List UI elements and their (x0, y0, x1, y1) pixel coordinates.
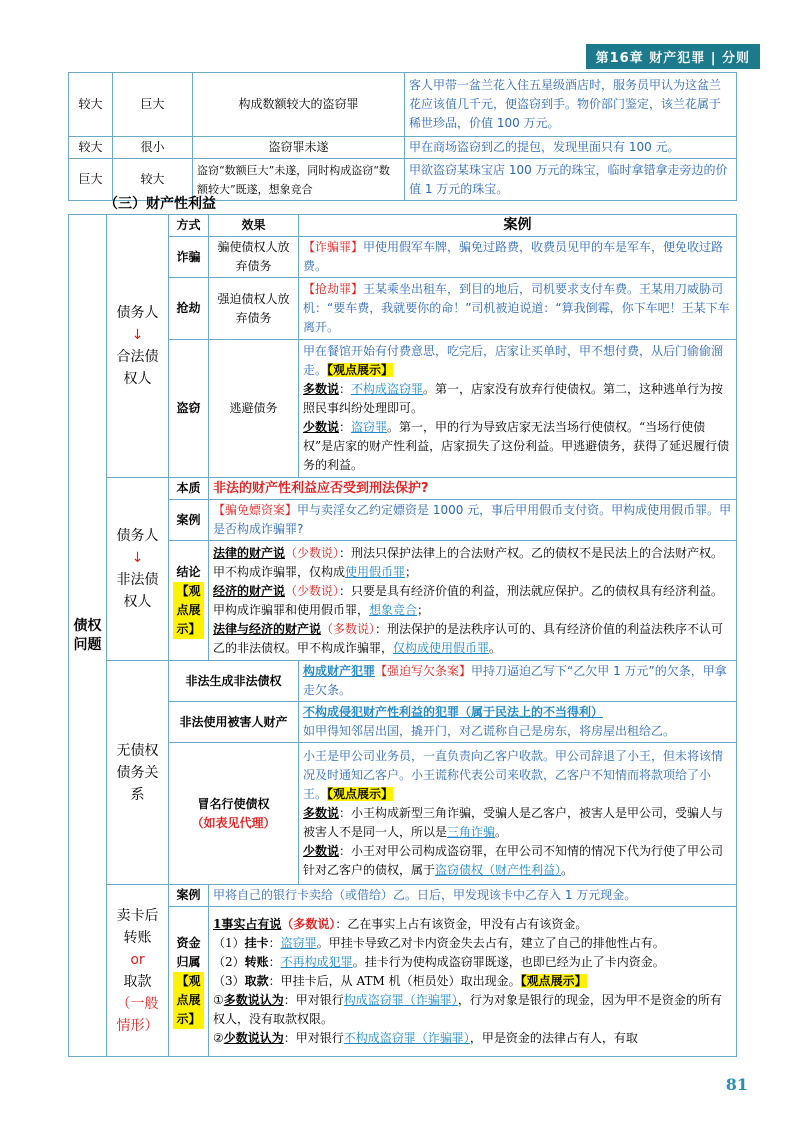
col-case: 案例 (299, 215, 737, 237)
effect-robbery: 强迫债权人放弃债务 (209, 278, 299, 340)
method-theft: 盗窃 (169, 340, 209, 478)
create-label: 非法生成非法债权 (169, 661, 299, 702)
use-label: 非法使用被害人财产 (169, 702, 299, 743)
essence-text: 非法的财产性利益应否受到刑法保护? (209, 478, 737, 500)
table-row (69, 73, 737, 137)
impersonate-label: 冒名行使债权 （如表见代理） (169, 743, 299, 885)
conclusion-label: 结论 【观点展示】 (169, 541, 209, 661)
section-title: （三）财产性利益 (104, 196, 216, 212)
cell: 甲欲盗窃某珠宝店 100 万元的珠宝，临时拿错拿走旁边的价值 1 万元的珠宝。 (405, 159, 737, 201)
cell: 甲在商场盗窃到乙的提包，发现里面只有 100 元。 (405, 137, 737, 159)
amount-table (68, 72, 737, 201)
case-label: 案例 (169, 500, 209, 541)
effect-fraud: 骗使债权人放弃债务 (209, 237, 299, 278)
card-case-text: 甲将自己的银行卡卖给（或借给）乙。日后，甲发现该卡中乙存入 1 万元现金。 (209, 885, 737, 907)
method-fraud: 诈骗 (169, 237, 209, 278)
table-row (69, 885, 737, 907)
table-row (69, 743, 737, 885)
table-row (69, 907, 737, 1057)
col-effect: 效果 (209, 215, 299, 237)
impersonate-text: 小王是甲公司业务员，一直负责向乙客户收款。甲公司辞退了小王，但未将该情况及时通知乙客户。小王谎称代表公司来收款，乙客户不知情而将款项给了小王。【观点展示】 多数说：小王构成新型三角诈骗，受骗人是乙客户，被害人是甲公司，受骗人与被害人不是同一人，所以是三角诈骗。 少数说：小王对甲公司构成盗窃罪，在甲公司不知情的情况下代为行使了甲公司针对乙客户的债权，属于盗窃债权（财产性利益）。 (299, 743, 737, 885)
debtor-illegal-label: 债务人 ↓ 非法债权人 (107, 478, 169, 661)
creditor-table (68, 214, 737, 1057)
table-row (69, 500, 737, 541)
cell: 构成数额较大的盗窃罪 (193, 73, 405, 137)
cell: 较大 (113, 159, 193, 201)
table-header-row (69, 215, 737, 237)
table-row (69, 661, 737, 702)
cell: 盗窃“数额巨大”未遂，同时构成盗窃“数额较大”既遂，想象竞合 (193, 159, 405, 201)
cell: 客人甲带一盆兰花入住五星级酒店时，服务员甲认为这盆兰花应该值几千元，便盗窃到手。物价部门鉴定，该兰花属于稀世珍品，价值 100 万元。 (405, 73, 737, 137)
table-row (69, 137, 737, 159)
cell: 很小 (113, 137, 193, 159)
table-row (69, 478, 737, 500)
case-text: 【骗免嫖资案】甲与卖淫女乙约定嫖资是 1000 元，事后甲用假币支付资。甲构成使用假币罪。甲是否构成诈骗罪? (209, 500, 737, 541)
conclusion-text: 法律的财产说（少数说）：刑法只保护法律上的合法财产权。乙的债权不是民法上的合法财产权。甲不构成诈骗罪，仅构成使用假币罪； 经济的财产说（少数说）：只要是具有经济价值的利益，刑法就应保护。乙的债权具有经济利益。甲构成诈骗罪和使用假币罪，想象竞合； 法律与经济的财产说（多数说）：刑法保护的是法秩序认可的、具有经济价值的利益法秩序不认可乙的非法债权。甲不构成诈骗罪，仅构成使用假币罪。 (209, 541, 737, 661)
effect-theft: 逃避债务 (209, 340, 299, 478)
cell: 巨大 (113, 73, 193, 137)
col-method: 方式 (169, 215, 209, 237)
group-label: 债权问题 (69, 215, 107, 1057)
card-case-label: 案例 (169, 885, 209, 907)
table-row (69, 340, 737, 478)
table-row (69, 278, 737, 340)
no-relation-label: 无债权债务关系 (107, 661, 169, 885)
debtor-legal-label: 债务人 ↓ 合法债权人 (107, 215, 169, 478)
essence-label: 本质 (169, 478, 209, 500)
cell: 盗窃罪未遂 (193, 137, 405, 159)
create-text: 构成财产犯罪【强迫写欠条案】甲持刀逼迫乙写下“乙欠甲 1 万元”的欠条，甲拿走欠条。 (299, 661, 737, 702)
table-row (69, 541, 737, 661)
table-row (69, 237, 737, 278)
card-label: 卖卡后转账 or 取款 （一般情形） (107, 885, 169, 1057)
table-row (69, 702, 737, 743)
cell: 较大 (69, 137, 113, 159)
cell: 巨大 (69, 159, 113, 201)
use-text: 不构成侵犯财产性利益的犯罪（属于民法上的不当得利） 如甲得知邻居出国，撬开门，对乙谎称自己是房东，将房屋出租给乙。 (299, 702, 737, 743)
case-robbery: 【抢劫罪】王某乘坐出租车，到目的地后，司机要求支付车费。王某用刀威胁司机：“要车费，我就要你的命！”司机被迫说道：“算我倒霉，你下车吧！王某下车离开。 (299, 278, 737, 340)
fund-text: 1事实占有说（多数说）：乙在事实上占有该资金，甲没有占有该资金。 （1）挂卡：盗窃罪。甲挂卡导致乙对卡内资金失去占有，建立了自己的排他性占有。 （2）转账：不再构成犯罪。挂卡行为使构成盗窃罪既遂，也即已经为止了卡内资金。 （3）取款：甲挂卡后，从 ATM 机（柜员处）取出现金。【观点展示】 ①多数说认为：甲对银行构成盗窃罪（诈骗罪），行为对象是银行的现金，因为甲不是资金的所有权人，没有取款权限。 ②少数说认为：甲对银行不构成盗窃罪（诈骗罪），甲是资金的法律占有人，有取 (209, 907, 737, 1057)
page-header: 第16章 财产犯罪 | 分则 (586, 44, 760, 69)
case-fraud: 【诈骗罪】甲使用假军车牌，骗免过路费，收费员见甲的车是军车，便免收过路费。 (299, 237, 737, 278)
cell: 较大 (69, 73, 113, 137)
method-robbery: 抢劫 (169, 278, 209, 340)
page-number: 81 (725, 1075, 748, 1094)
fund-label: 资金归属 【观点展示】 (169, 907, 209, 1057)
case-theft: 甲在餐馆开始有付费意思，吃完后，店家让买单时，甲不想付费，从后门偷偷溜走。【观点展示】 多数说：不构成盗窃罪。第一，店家没有放弃行使债权。第二，这种逃单行为按照民事纠纷处理即可。 少数说：盗窃罪。第一，甲的行为导致店家无法当场行使债权。“当场行使债权”是店家的财产性利益，店家损失了这份利益。甲逃避债务，获得了延迟履行债务的利益。 (299, 340, 737, 478)
